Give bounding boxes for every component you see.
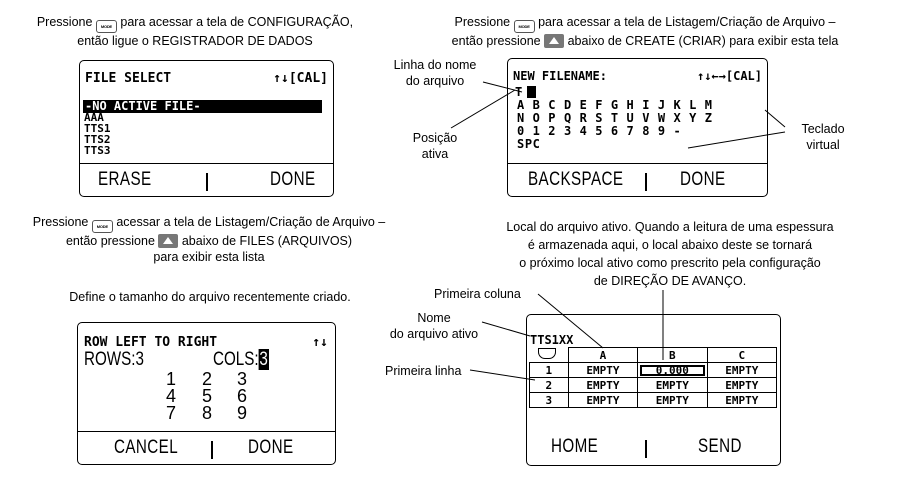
label-first-row: Primeira linha — [385, 364, 462, 378]
erase-softkey[interactable]: ERASE — [98, 169, 152, 190]
screen-title: FILE SELECT — [85, 71, 172, 86]
caption-top-left: Pressione MODE para acessar a tela de CONFIGURAÇÃO, então ligue o REGISTRADOR DE DADOS — [36, 15, 354, 48]
done-softkey[interactable]: DONE — [248, 437, 294, 458]
direction-text: ROW LEFT TO RIGHT — [84, 335, 218, 350]
leader-keyboard-1 — [765, 110, 785, 127]
screen-indicator: ↑↓←→[CAL] — [696, 69, 762, 83]
label-active-position: Posição ativa — [412, 131, 458, 161]
grid-cell[interactable]: EMPTY — [568, 363, 637, 378]
caption-middle-left: Pressione MODE acessar a tela de Listagem/Criação de Arquivo – então pressione abaixo de FILES (ARQUIVOS) para exibir esta lista — [32, 215, 386, 264]
label-active-filename: Nome do arquivo ativo — [389, 311, 479, 341]
label-first-column: Primeira coluna — [434, 287, 521, 301]
backspace-softkey[interactable]: BACKSPACE — [528, 169, 624, 190]
done-softkey[interactable]: DONE — [270, 169, 316, 190]
arrow-indicator: ↑↓ — [312, 335, 328, 350]
grid-cell[interactable]: EMPTY — [707, 393, 776, 408]
home-softkey[interactable]: HOME — [551, 436, 599, 457]
leader-active-filename — [482, 322, 530, 336]
grid-cell[interactable]: EMPTY — [707, 378, 776, 393]
preview-col-2: 2 5 8 — [202, 369, 213, 423]
done-softkey[interactable]: DONE — [680, 169, 726, 190]
mode-key-icon: MODE — [514, 20, 535, 33]
cancel-softkey[interactable]: CANCEL — [114, 437, 179, 458]
mode-key-icon: MODE — [96, 20, 117, 33]
keyboard-row[interactable]: SPC — [517, 137, 541, 151]
grid-cell[interactable]: EMPTY — [568, 378, 637, 393]
leader-first-row — [470, 370, 535, 380]
keyboard-row[interactable]: A B C D E F G H I J K L M — [517, 98, 713, 112]
leader-filename-line — [483, 82, 522, 92]
preview-col-1: 1 4 7 — [166, 369, 177, 423]
caption-middle-right: Local do arquivo ativo. Quando a leitura de uma espessura é armazenada aqui, o local abaixo deste se tornará o próximo local ativo como prescrito pela configuração de DIREÇÃO DE AVANÇO. — [506, 220, 834, 288]
grid-cell[interactable]: EMPTY — [568, 393, 637, 408]
leader-first-column — [538, 294, 603, 348]
filename-input[interactable]: T — [515, 83, 536, 96]
screen-indicator: ↑↓[CAL] — [273, 71, 328, 86]
mode-key-icon: MODE — [92, 220, 113, 233]
caption-top-right: Pressione MODE para acessar a tela de Listagem/Criação de Arquivo – então pressione abaixo de CREATE (CRIAR) para exibir esta tela — [451, 15, 839, 48]
active-filename: TTS1XX — [530, 333, 574, 347]
column-header-c[interactable]: C — [707, 348, 776, 363]
row-header-3[interactable]: 3 — [530, 393, 569, 408]
send-softkey[interactable]: SEND — [698, 436, 742, 457]
file-item[interactable]: AAA — [84, 111, 104, 124]
file-item[interactable]: TTS2 — [84, 133, 111, 146]
highlighted-file-row[interactable]: -NO ACTIVE FILE- — [83, 100, 322, 113]
preview-col-3: 3 6 9 — [237, 369, 248, 423]
active-grid-cell[interactable]: 0.000 — [638, 363, 707, 378]
leader-active-position — [451, 90, 515, 128]
grid-cell[interactable]: EMPTY — [707, 363, 776, 378]
caption-bottom-left: Define o tamanho do arquivo recentemente criado. — [69, 290, 351, 304]
column-header-a[interactable]: A — [568, 348, 637, 363]
row-header-1[interactable]: 1 — [530, 363, 569, 378]
file-item[interactable]: TTS3 — [84, 144, 111, 157]
leader-keyboard-2 — [688, 132, 785, 148]
label-virtual-keyboard: Teclado virtual — [801, 122, 845, 152]
label-filename-line: Linha do nome do arquivo — [393, 58, 477, 88]
keyboard-row[interactable]: 0 1 2 3 4 5 6 7 8 9 - — [517, 124, 682, 138]
grid-cell[interactable]: EMPTY — [638, 393, 707, 408]
row-header-2[interactable]: 2 — [530, 378, 569, 393]
keyboard-row[interactable]: N O P Q R S T U V W X Y Z — [517, 111, 713, 125]
screen-title: NEW FILENAME: — [513, 69, 607, 83]
cols-setting[interactable]: COLS:3 — [213, 349, 268, 370]
cols-value-cursor[interactable]: 3 — [259, 349, 268, 370]
file-item[interactable]: TTS1 — [84, 122, 111, 135]
rows-setting[interactable]: ROWS:3 — [84, 349, 144, 370]
column-header-b[interactable]: B — [638, 348, 707, 363]
grid-cell[interactable]: EMPTY — [638, 378, 707, 393]
